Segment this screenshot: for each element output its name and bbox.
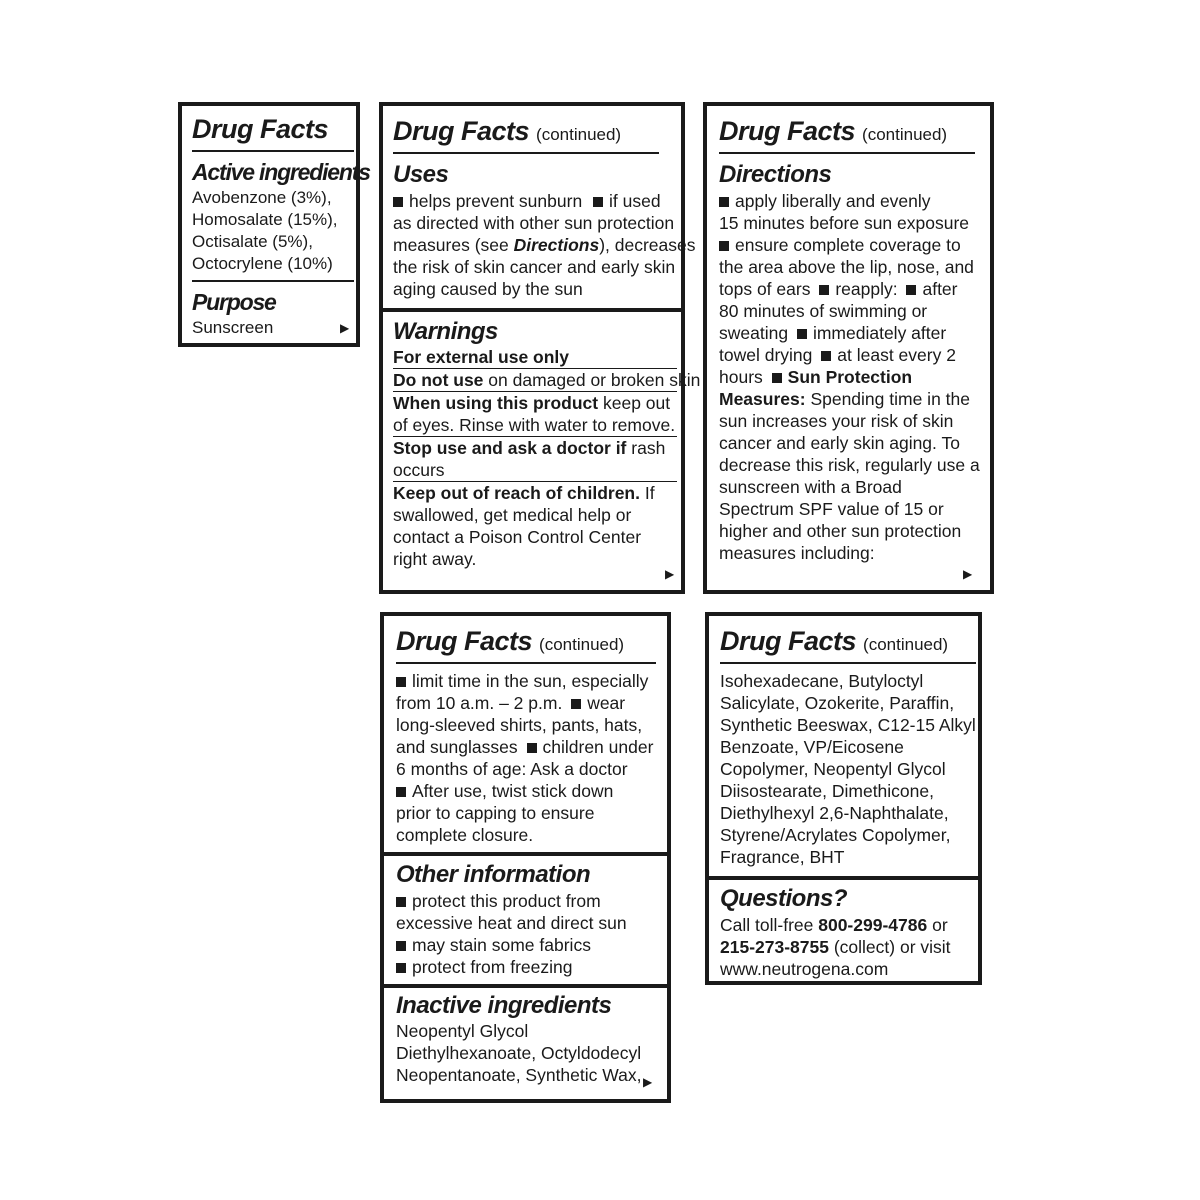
uses-line: if used bbox=[609, 191, 661, 211]
bullet-icon bbox=[396, 787, 406, 797]
active-ingredients-list bbox=[192, 187, 338, 275]
direction-line: complete closure. bbox=[396, 825, 534, 845]
drug-facts-label: Drug Facts bbox=[396, 626, 533, 656]
ingredient-line: Benzoate, VP/Eicosene bbox=[720, 737, 904, 757]
inactive-ingredients-text bbox=[396, 1020, 641, 1086]
direction-line: After use, twist stick down bbox=[412, 781, 614, 801]
direction-line: hours bbox=[719, 367, 763, 387]
direction-line: wear bbox=[587, 693, 626, 713]
direction-line: measures including: bbox=[719, 543, 875, 563]
info-line: protect this product from bbox=[412, 891, 601, 911]
drug-facts-title bbox=[393, 116, 621, 150]
panel-uses-warnings bbox=[379, 102, 701, 594]
uses-line: measures (see bbox=[393, 235, 514, 255]
toll-free-phone: 800-299-4786 bbox=[818, 915, 928, 935]
questions-text bbox=[720, 914, 951, 980]
section-divider bbox=[709, 876, 978, 880]
direction-line: long-sleeved shirts, pants, hats, bbox=[396, 715, 643, 735]
other-information-text bbox=[396, 890, 627, 978]
bullet-icon bbox=[396, 897, 406, 907]
uses-line: as directed with other sun protection bbox=[393, 213, 675, 233]
ingredient-line: Neopentanoate, Synthetic Wax, bbox=[396, 1065, 642, 1085]
continue-arrow-icon: ▶ bbox=[340, 321, 350, 335]
bullet-icon bbox=[797, 329, 807, 339]
ingredient-line: Isohexadecane, Butyloctyl bbox=[720, 671, 924, 691]
direction-line: and sunglasses bbox=[396, 737, 518, 757]
direction-line: after bbox=[922, 279, 958, 299]
drug-facts-label: Drug Facts bbox=[720, 626, 857, 656]
section-divider bbox=[383, 308, 681, 312]
divider bbox=[719, 152, 975, 154]
ingredient-line: Salicylate, Ozokerite, Paraffin, bbox=[720, 693, 955, 713]
continued-label: (continued) bbox=[539, 635, 625, 654]
website-url: www.neutrogena.com bbox=[720, 959, 889, 979]
stop-use-text: rash bbox=[626, 438, 666, 458]
purpose-heading: Purpose bbox=[192, 289, 276, 315]
direction-line: 15 minutes before sun exposure bbox=[719, 213, 970, 233]
direction-line: 80 minutes of swimming or bbox=[719, 301, 928, 321]
direction-line: prior to capping to ensure bbox=[396, 803, 595, 823]
uses-line: ), decreases bbox=[599, 235, 696, 255]
directions-text bbox=[719, 190, 980, 564]
bullet-icon bbox=[906, 285, 916, 295]
direction-line: higher and other sun protection bbox=[719, 521, 962, 541]
direction-line: apply liberally and evenly bbox=[735, 191, 931, 211]
direction-line: limit time in the sun, especially bbox=[412, 671, 649, 691]
direction-line: ensure complete coverage to bbox=[735, 235, 961, 255]
warnings-heading: Warnings bbox=[393, 318, 498, 345]
direction-line: at least every 2 bbox=[837, 345, 956, 365]
panel-directions bbox=[703, 102, 994, 594]
directions-continued-text bbox=[396, 670, 653, 846]
direction-line: decrease this risk, regularly use a bbox=[719, 455, 980, 475]
stop-use-text: occurs bbox=[393, 460, 445, 480]
divider bbox=[396, 662, 656, 664]
other-information-heading: Other information bbox=[396, 861, 591, 888]
keep-out-text: contact a Poison Control Center bbox=[393, 527, 642, 547]
keep-out-text: If bbox=[639, 483, 655, 503]
when-using-label: When using this product bbox=[393, 393, 599, 413]
bullet-icon bbox=[527, 743, 537, 753]
direction-line: children under bbox=[542, 737, 654, 757]
ingredient-line: Diethylhexanoate, Octyldodecyl bbox=[396, 1043, 642, 1063]
direction-line: sweating bbox=[719, 323, 789, 343]
direction-line: 6 months of age: Ask a doctor bbox=[396, 759, 628, 779]
inactive-ingredients-heading: Inactive ingredients bbox=[396, 992, 612, 1019]
when-using-text: of eyes. Rinse with water to remove. bbox=[393, 415, 676, 435]
questions-line: or bbox=[927, 915, 948, 935]
divider bbox=[720, 662, 976, 664]
keep-out-text: right away. bbox=[393, 549, 477, 569]
direction-line: the area above the lip, nose, and bbox=[719, 257, 974, 277]
panel-questions bbox=[705, 612, 982, 985]
ingredient: Avobenzone (3%), bbox=[192, 188, 332, 207]
continue-arrow-icon: ▶ bbox=[963, 567, 973, 581]
bullet-icon bbox=[772, 373, 782, 383]
uses-line: helps prevent sunburn bbox=[409, 191, 583, 211]
do-not-use-text: on damaged or broken skin bbox=[483, 370, 701, 390]
ingredient-line: Neopentyl Glycol bbox=[396, 1021, 529, 1041]
inactive-ingredients-continued bbox=[720, 670, 976, 868]
stop-use-label: Stop use and ask a doctor if bbox=[393, 438, 627, 458]
ingredient-line: Diethylhexyl 2,6-Naphthalate, bbox=[720, 803, 949, 823]
info-line: may stain some fabrics bbox=[412, 935, 591, 955]
direction-line: sun increases your risk of skin bbox=[719, 411, 954, 431]
when-using-text: keep out bbox=[598, 393, 671, 413]
bullet-icon bbox=[396, 941, 406, 951]
bullet-icon bbox=[396, 677, 406, 687]
bullet-icon bbox=[393, 197, 403, 207]
drug-facts-label: Drug Facts bbox=[719, 116, 856, 146]
external-use-note: For external use only bbox=[393, 347, 570, 367]
direction-line: Spectrum SPF value of 15 or bbox=[719, 499, 944, 519]
active-ingredients-heading: Active ingredients bbox=[192, 159, 370, 185]
purpose-value: Sunscreen bbox=[192, 318, 274, 337]
info-line: excessive heat and direct sun bbox=[396, 913, 627, 933]
continued-label: (continued) bbox=[863, 635, 949, 654]
collect-phone: 215-273-8755 bbox=[720, 937, 829, 957]
bullet-icon bbox=[571, 699, 581, 709]
info-line: protect from freezing bbox=[412, 957, 573, 977]
bullet-icon bbox=[396, 963, 406, 973]
bullet-icon bbox=[719, 241, 729, 251]
divider bbox=[393, 152, 659, 154]
drug-facts-title bbox=[720, 626, 948, 660]
drug-facts-label: Drug Facts bbox=[393, 116, 530, 146]
drug-facts-title bbox=[719, 116, 947, 150]
ingredient: Homosalate (15%), bbox=[192, 210, 338, 229]
continue-arrow-icon: ▶ bbox=[643, 1075, 653, 1089]
keep-out-label: Keep out of reach of children. bbox=[393, 483, 640, 503]
direction-line: reapply: bbox=[835, 279, 898, 299]
direction-line: Spending time in the bbox=[805, 389, 970, 409]
uses-text bbox=[393, 190, 695, 300]
drug-facts-title: Drug Facts bbox=[192, 114, 329, 144]
continue-arrow-icon: ▶ bbox=[665, 567, 675, 581]
direction-line: tops of ears bbox=[719, 279, 811, 299]
bullet-icon bbox=[821, 351, 831, 361]
questions-line: Call toll-free bbox=[720, 915, 819, 935]
panel-active-ingredients bbox=[178, 102, 370, 347]
ingredient-line: Fragrance, BHT bbox=[720, 847, 845, 867]
directions-ref: Directions bbox=[513, 235, 600, 255]
direction-line: towel drying bbox=[719, 345, 813, 365]
bullet-icon bbox=[719, 197, 729, 207]
direction-line: immediately after bbox=[812, 323, 947, 343]
direction-line: cancer and early skin aging. To bbox=[719, 433, 960, 453]
bullet-icon bbox=[819, 285, 829, 295]
divider bbox=[192, 150, 354, 152]
ingredient: Octisalate (5%), bbox=[192, 232, 313, 251]
questions-heading: Questions? bbox=[720, 885, 848, 912]
bullet-icon bbox=[593, 197, 603, 207]
section-divider bbox=[384, 984, 667, 988]
uses-heading: Uses bbox=[393, 161, 449, 188]
divider bbox=[192, 280, 354, 282]
ingredient-line: Styrene/Acrylates Copolymer, bbox=[720, 825, 951, 845]
continued-label: (continued) bbox=[862, 125, 948, 144]
directions-heading: Directions bbox=[719, 161, 832, 188]
section-divider bbox=[384, 852, 667, 856]
warnings-text bbox=[393, 346, 701, 570]
keep-out-text: swallowed, get medical help or bbox=[393, 505, 632, 525]
ingredient-line: Copolymer, Neopentyl Glycol bbox=[720, 759, 946, 779]
measures-label: Measures: bbox=[719, 389, 806, 409]
ingredient: Octocrylene (10%) bbox=[192, 254, 333, 273]
drug-facts-title bbox=[396, 626, 624, 660]
questions-line: (collect) or visit bbox=[828, 937, 951, 957]
ingredient-line: Diisostearate, Dimethicone, bbox=[720, 781, 934, 801]
continued-label: (continued) bbox=[536, 125, 622, 144]
uses-line: the risk of skin cancer and early skin bbox=[393, 257, 676, 277]
do-not-use-label: Do not use bbox=[393, 370, 484, 390]
sun-protection-label: Sun Protection bbox=[787, 367, 913, 387]
direction-line: from 10 a.m. – 2 p.m. bbox=[396, 693, 563, 713]
direction-line: sunscreen with a Broad bbox=[719, 477, 902, 497]
ingredient-line: Synthetic Beeswax, C12-15 Alkyl bbox=[720, 715, 976, 735]
panel-other-inactive bbox=[380, 612, 671, 1103]
uses-line: aging caused by the sun bbox=[393, 279, 583, 299]
